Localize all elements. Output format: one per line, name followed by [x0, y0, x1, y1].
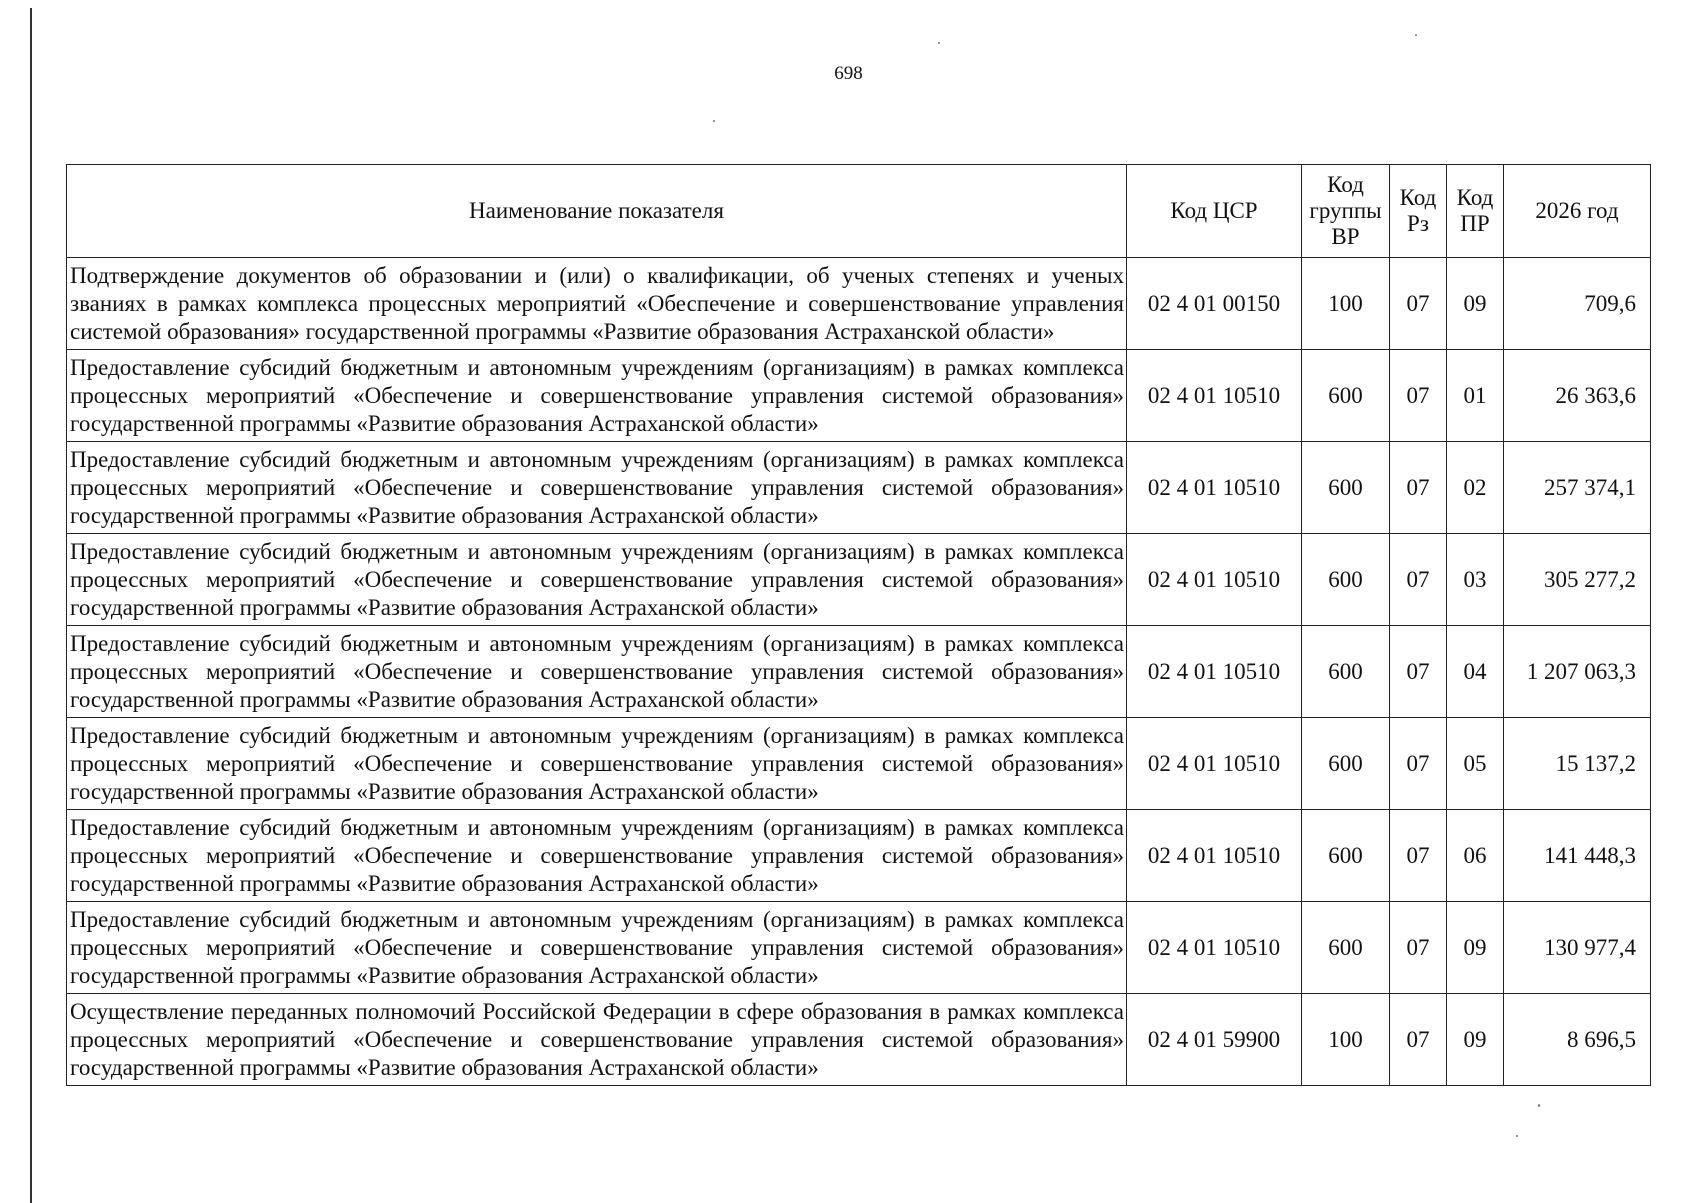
cell-indicator-name: Предоставление субсидий бюджетным и автономным учреждениям (организациям) в рамках комплекса процессных мероприятий «Обеспечение и совершенствование управления системой образования» государственной программы «Развитие образования Астраханской области» [67, 534, 1127, 626]
cell-vr-code: 100 [1302, 258, 1390, 350]
cell-rz-code: 07 [1390, 810, 1447, 902]
cell-pr-code: 04 [1447, 626, 1504, 718]
cell-indicator-name: Предоставление субсидий бюджетным и автономным учреждениям (организациям) в рамках комплекса процессных мероприятий «Обеспечение и совершенствование управления системой образования» государственной программы «Развитие образования Астраханской области» [67, 902, 1127, 994]
cell-indicator-name: Предоставление субсидий бюджетным и автономным учреждениям (организациям) в рамках комплекса процессных мероприятий «Обеспечение и совершенствование управления системой образования» государственной программы «Развитие образования Астраханской области» [67, 626, 1127, 718]
scan-speck [1516, 1135, 1518, 1137]
cell-amount-2026: 26 363,6 [1504, 350, 1651, 442]
scan-speck [1538, 1104, 1540, 1107]
cell-pr-code: 03 [1447, 534, 1504, 626]
cell-vr-code: 600 [1302, 810, 1390, 902]
cell-csr-code: 02 4 01 00150 [1127, 258, 1302, 350]
table-row [67, 350, 1651, 442]
cell-rz-code: 07 [1390, 258, 1447, 350]
cell-pr-code: 05 [1447, 718, 1504, 810]
table-body [67, 258, 1651, 1086]
table-row [67, 258, 1651, 350]
header-indicator-name: Наименование показателя [67, 165, 1127, 258]
cell-pr-code: 09 [1447, 902, 1504, 994]
scan-speck [713, 120, 715, 122]
cell-amount-2026: 709,6 [1504, 258, 1651, 350]
header-csr-code: Код ЦСР [1127, 165, 1302, 258]
cell-csr-code: 02 4 01 10510 [1127, 350, 1302, 442]
cell-csr-code: 02 4 01 10510 [1127, 442, 1302, 534]
table-row [67, 534, 1651, 626]
cell-indicator-name: Предоставление субсидий бюджетным и автономным учреждениям (организациям) в рамках комплекса процессных мероприятий «Обеспечение и совершенствование управления системой образования» государственной программы «Развитие образования Астраханской области» [67, 350, 1127, 442]
cell-csr-code: 02 4 01 10510 [1127, 718, 1302, 810]
scan-speck [1415, 34, 1417, 36]
cell-indicator-name: Предоставление субсидий бюджетным и автономным учреждениям (организациям) в рамках комплекса процессных мероприятий «Обеспечение и совершенствование управления системой образования» государственной программы «Развитие образования Астраханской области» [67, 718, 1127, 810]
cell-amount-2026: 130 977,4 [1504, 902, 1651, 994]
cell-pr-code: 09 [1447, 994, 1504, 1086]
cell-vr-code: 600 [1302, 718, 1390, 810]
cell-amount-2026: 141 448,3 [1504, 810, 1651, 902]
table-row [67, 994, 1651, 1086]
cell-pr-code: 01 [1447, 350, 1504, 442]
binding-margin-line [30, 8, 32, 1203]
budget-table [66, 164, 1651, 1086]
cell-rz-code: 07 [1390, 718, 1447, 810]
cell-amount-2026: 305 277,2 [1504, 534, 1651, 626]
page-number: 698 [834, 63, 863, 84]
cell-amount-2026: 1 207 063,3 [1504, 626, 1651, 718]
cell-vr-code: 600 [1302, 350, 1390, 442]
cell-csr-code: 02 4 01 10510 [1127, 902, 1302, 994]
cell-vr-code: 100 [1302, 994, 1390, 1086]
cell-rz-code: 07 [1390, 902, 1447, 994]
header-pr-code: Код ПР [1447, 165, 1504, 258]
cell-pr-code: 06 [1447, 810, 1504, 902]
cell-csr-code: 02 4 01 10510 [1127, 810, 1302, 902]
cell-vr-code: 600 [1302, 442, 1390, 534]
cell-amount-2026: 15 137,2 [1504, 718, 1651, 810]
table-row [67, 442, 1651, 534]
cell-csr-code: 02 4 01 10510 [1127, 534, 1302, 626]
cell-pr-code: 09 [1447, 258, 1504, 350]
cell-rz-code: 07 [1390, 626, 1447, 718]
cell-csr-code: 02 4 01 10510 [1127, 626, 1302, 718]
header-year-2026: 2026 год [1504, 165, 1651, 258]
cell-rz-code: 07 [1390, 534, 1447, 626]
cell-pr-code: 02 [1447, 442, 1504, 534]
cell-indicator-name: Предоставление субсидий бюджетным и автономным учреждениям (организациям) в рамках комплекса процессных мероприятий «Обеспечение и совершенствование управления системой образования» государственной программы «Развитие образования Астраханской области» [67, 442, 1127, 534]
scan-speck [938, 42, 940, 44]
cell-vr-code: 600 [1302, 626, 1390, 718]
cell-rz-code: 07 [1390, 442, 1447, 534]
cell-vr-code: 600 [1302, 902, 1390, 994]
table-row [67, 810, 1651, 902]
cell-rz-code: 07 [1390, 350, 1447, 442]
header-vr-code: Код группы ВР [1302, 165, 1390, 258]
table-row [67, 626, 1651, 718]
table-row [67, 902, 1651, 994]
header-rz-code: Код Рз [1390, 165, 1447, 258]
cell-amount-2026: 8 696,5 [1504, 994, 1651, 1086]
cell-indicator-name: Подтверждение документов об образовании и (или) о квалификации, об ученых степенях и ученых званиях в рамках комплекса процессных мероприятий «Обеспечение и совершенствование управления системой образования» государственной программы «Развитие образования Астраханской области» [67, 258, 1127, 350]
table-header-row [67, 165, 1651, 258]
cell-vr-code: 600 [1302, 534, 1390, 626]
cell-amount-2026: 257 374,1 [1504, 442, 1651, 534]
cell-csr-code: 02 4 01 59900 [1127, 994, 1302, 1086]
table-row [67, 718, 1651, 810]
cell-indicator-name: Осуществление переданных полномочий Российской Федерации в сфере образования в рамках комплекса процессных мероприятий «Обеспечение и совершенствование управления системой образования» государственной программы «Развитие образования Астраханской области» [67, 994, 1127, 1086]
cell-indicator-name: Предоставление субсидий бюджетным и автономным учреждениям (организациям) в рамках комплекса процессных мероприятий «Обеспечение и совершенствование управления системой образования» государственной программы «Развитие образования Астраханской области» [67, 810, 1127, 902]
cell-rz-code: 07 [1390, 994, 1447, 1086]
